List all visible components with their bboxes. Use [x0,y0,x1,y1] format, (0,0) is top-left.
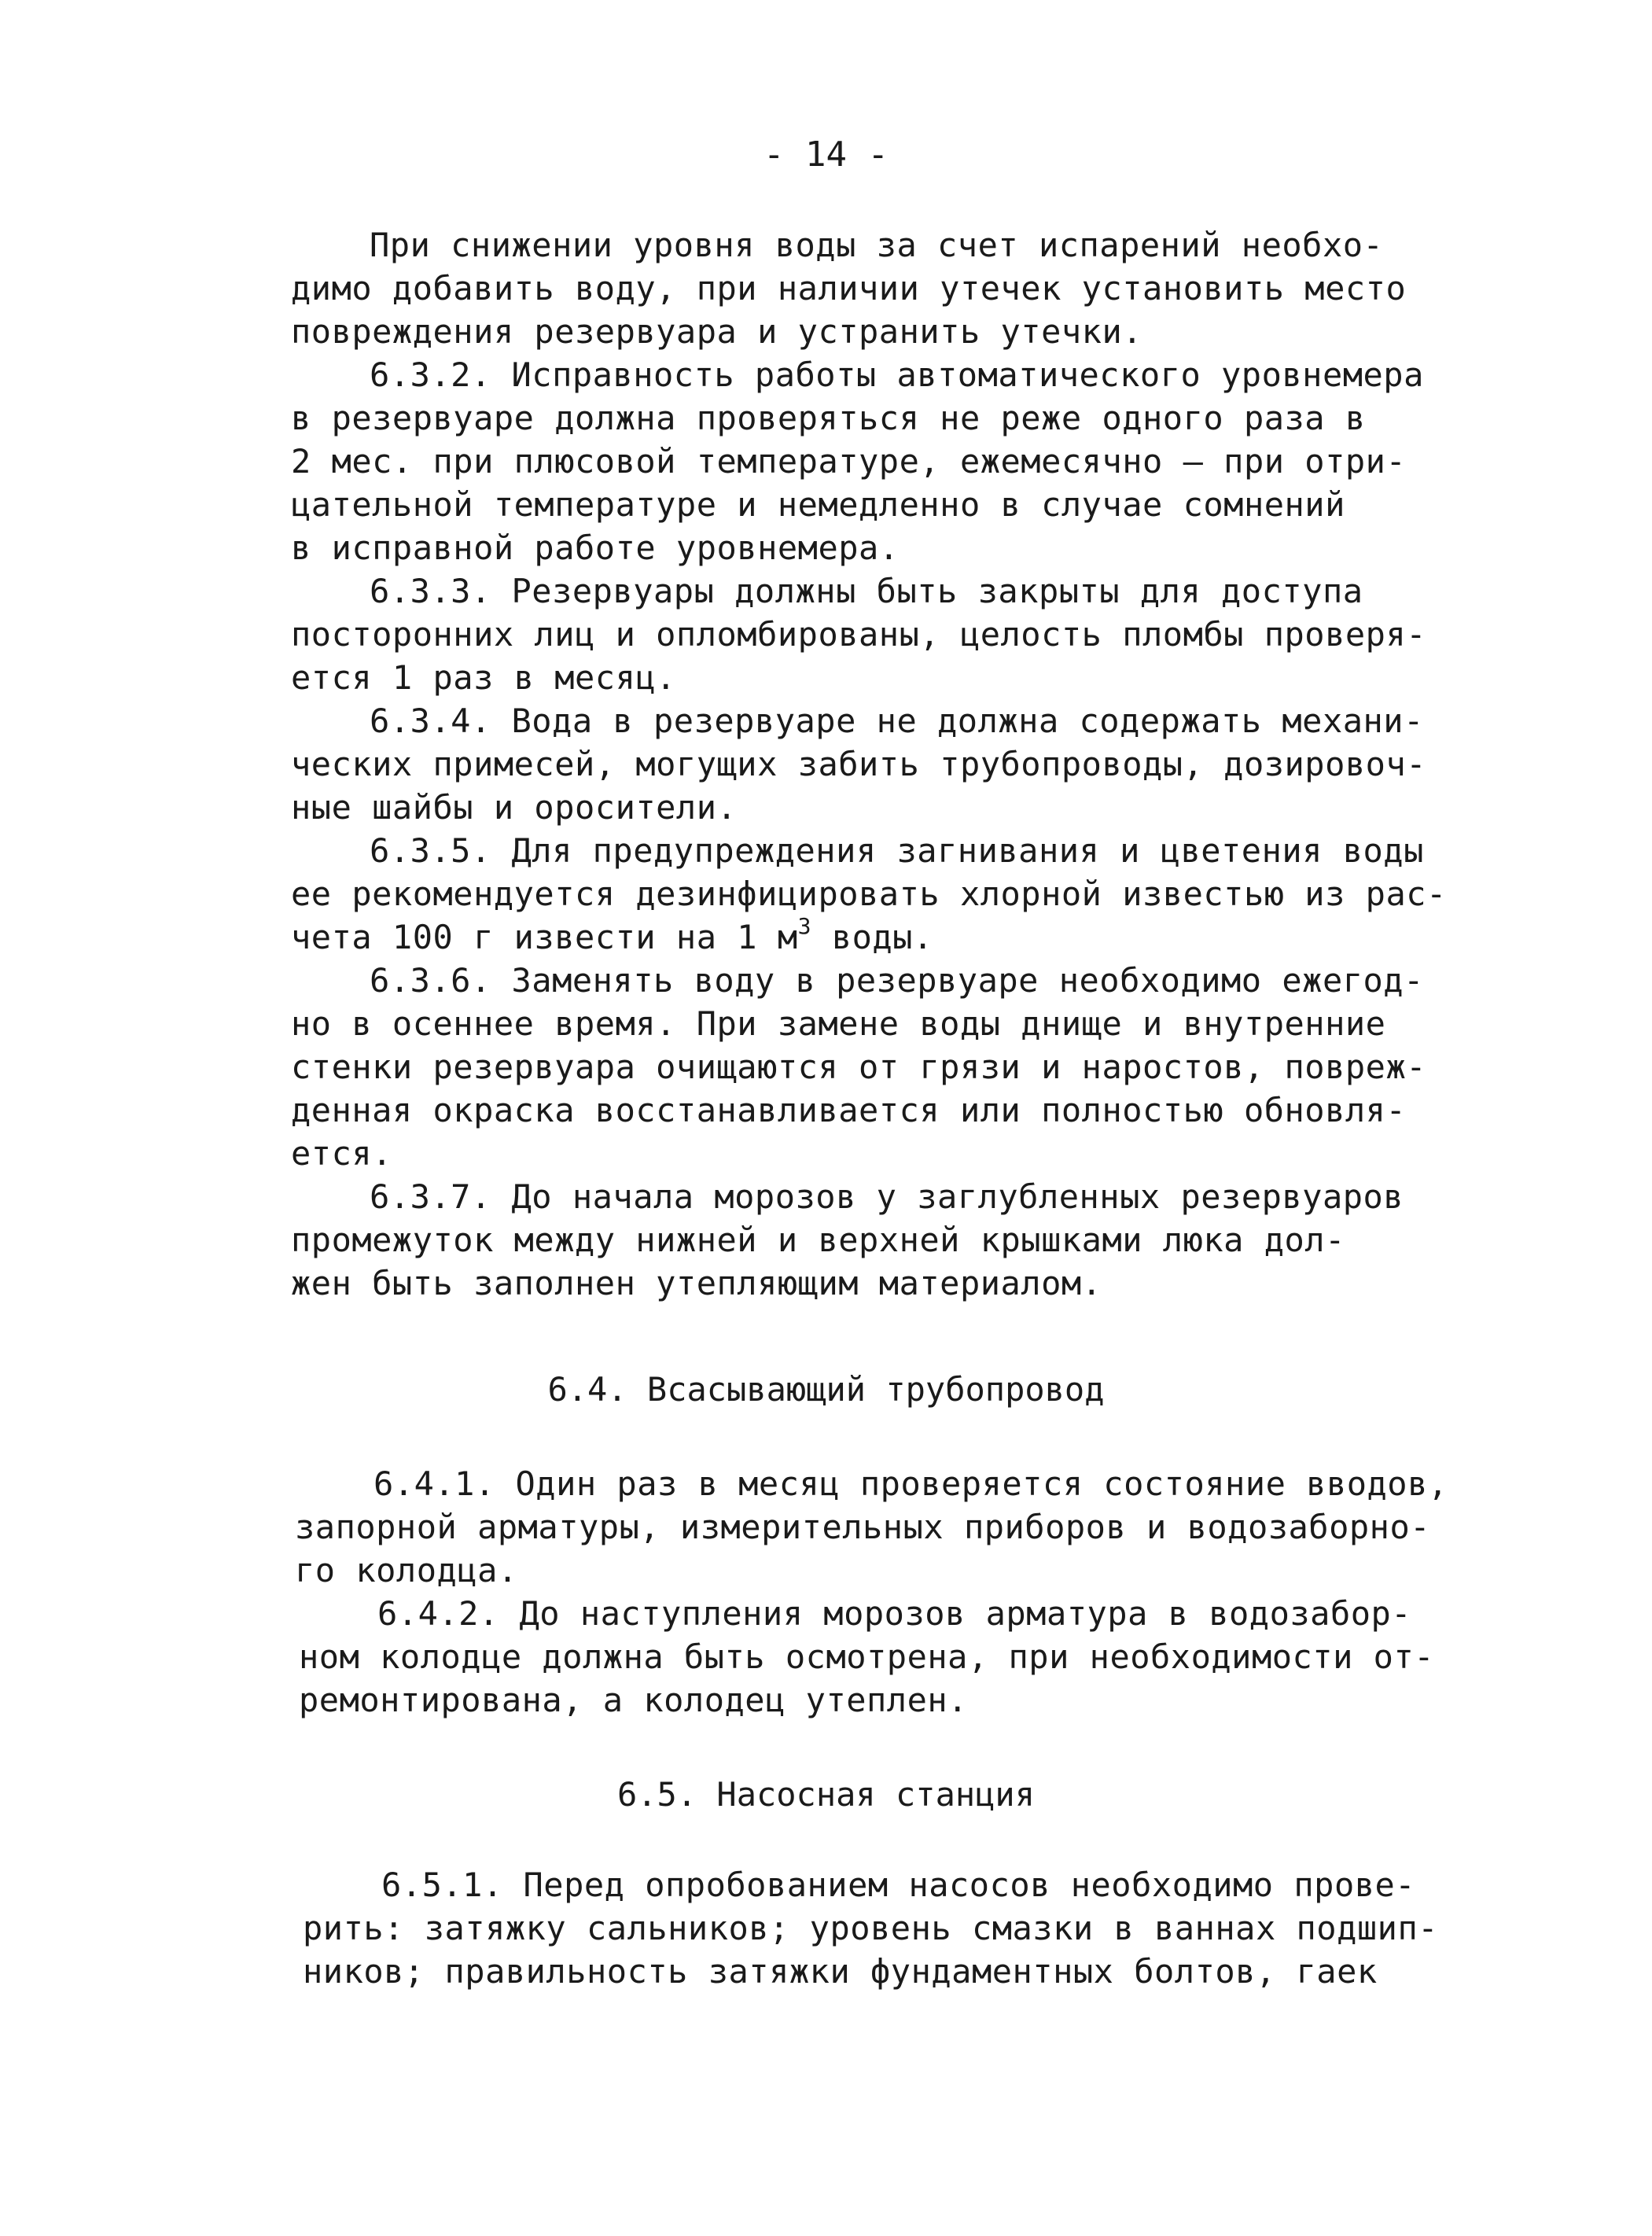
text-line: ее рекомендуется дезинфицировать хлорной известью из рас- [291,875,1447,913]
text-line: в исправной работе уровнемера. [291,529,900,567]
text-line: 6.4.1. Один раз в месяц проверяется состояние вводов, [373,1464,1448,1503]
text-line: посторонних лиц и опломбированы, целость пломбы проверя- [291,615,1427,654]
text-line: 6.5.1. Перед опробованием насосов необходимо прове- [381,1866,1416,1904]
text-line: 6.3.2. Исправность работы автоматического уровнемера [370,355,1424,394]
text-line: промежуток между нижней и верхней крышками люка дол- [291,1221,1345,1259]
text-fragment: воды. [811,918,933,956]
text-line: 6.3.5. Для предупреждения загнивания и цветения воды [370,831,1424,870]
text-line: стенки резервуара очищаются от грязи и наростов, повреж- [291,1048,1427,1086]
text-line: денная окраска восстанавливается или полностью обновля- [291,1091,1407,1129]
text-line: в резервуаре должна проверяться не реже одного раза в [291,399,1366,437]
text-line: ческих примесей, могущих забить трубопроводы, дозировоч- [291,745,1427,783]
text-line: ется. [291,1134,392,1173]
section-heading: 6.4. Всасывающий трубопровод [547,1370,1105,1409]
text-line: цательной температуре и немедленно в случае сомнений [291,485,1345,524]
text-line: 2 мес. при плюсовой температуре, ежемесячно — при отри- [291,442,1407,481]
text-line: го колодца. [295,1551,518,1590]
page-number: - 14 - [763,134,889,175]
text-line: ников; правильность затяжки фундаментных болтов, гаек [303,1952,1378,1991]
text-line: ремонтирована, а колодец утеплен. [299,1681,968,1719]
text-line: 6.3.3. Резервуары должны быть закрыты для доступа [370,572,1363,610]
text-line [291,913,933,959]
section-heading: 6.5. Насосная станция [616,1775,1035,1814]
text-fragment: чета 100 г извести на 1 м [291,918,798,956]
text-line: рить: затяжку сальников; уровень смазки в ваннах подшип- [303,1909,1439,1947]
text-line: 6.4.2. До наступления морозов арматура в водозабор- [377,1594,1412,1633]
superscript: 3 [797,913,812,939]
text-line: 6.3.7. До начала морозов у заглубленных резервуаров [370,1177,1404,1216]
text-line: но в осеннее время. При замене воды днище и внутренние [291,1004,1386,1043]
text-line: димо добавить воду, при наличии утечек установить место [291,269,1407,308]
text-line: запорной арматуры, измерительных приборов и водозаборно- [295,1508,1431,1546]
text-line: ном колодце должна быть осмотрена, при необходимости от- [299,1637,1435,1676]
text-line: При снижении уровня воды за счет испарений необхо- [370,226,1384,264]
text-line: жен быть заполнен утепляющим материалом. [291,1264,1102,1302]
text-line: ется 1 раз в месяц. [291,658,676,697]
text-line: ные шайбы и оросители. [291,788,738,827]
text-line: повреждения резервуара и устранить утечки. [291,312,1143,351]
text-line: 6.3.4. Вода в резервуаре не должна содержать механи- [370,702,1424,740]
text-line: 6.3.6. Заменять воду в резервуаре необходимо ежегод- [370,961,1424,1000]
